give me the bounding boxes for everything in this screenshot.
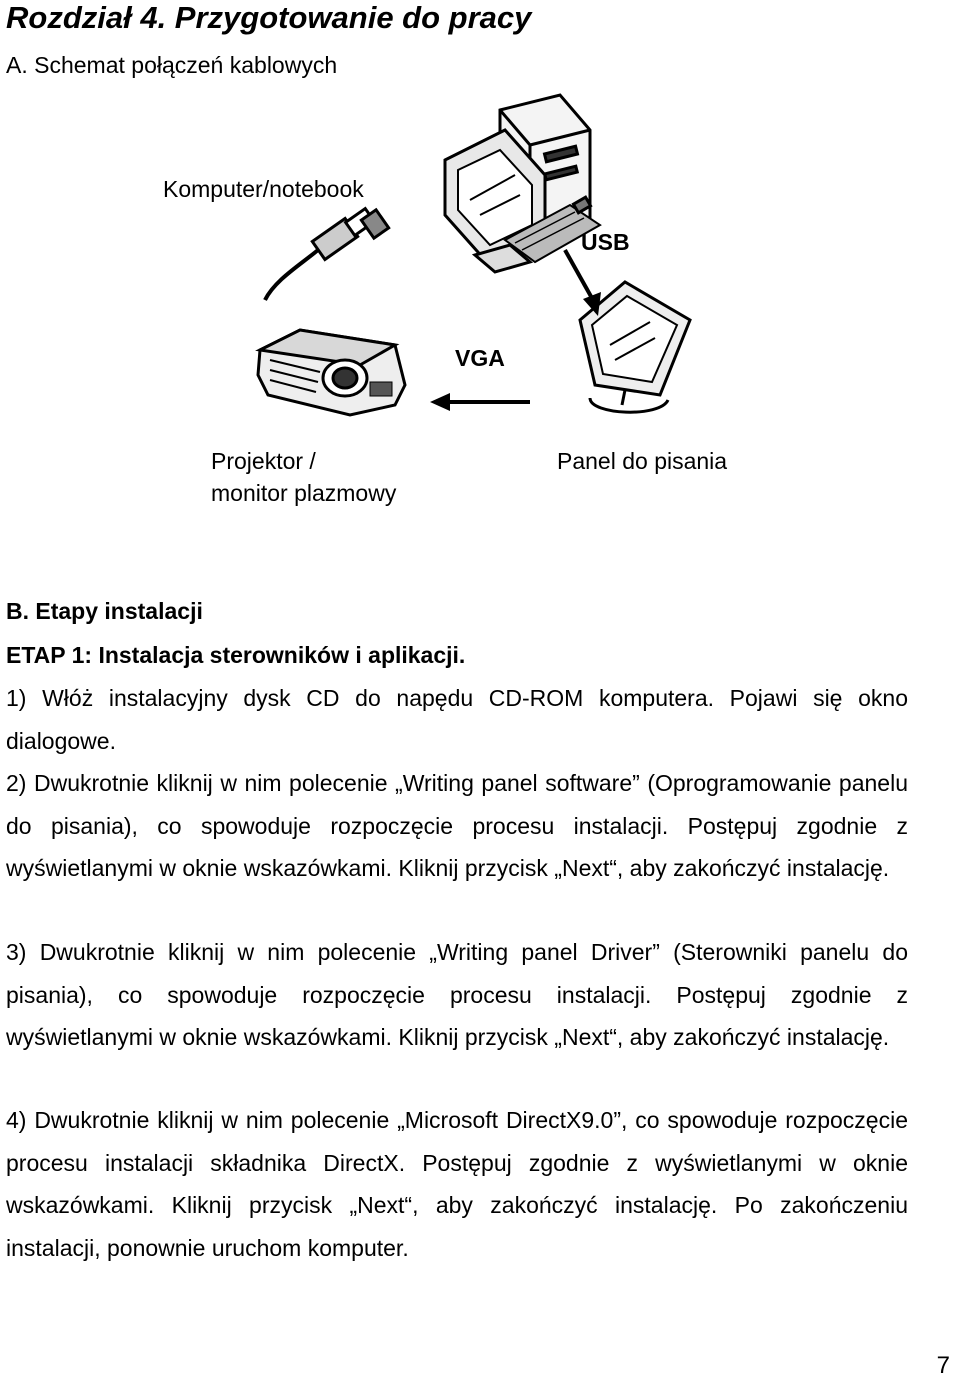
page-number: 7: [936, 1352, 950, 1379]
computer-label: Komputer/notebook: [163, 176, 364, 202]
vga-label: VGA: [455, 345, 505, 371]
projector-label-line2: monitor plazmowy: [211, 480, 397, 506]
vga-arrow-icon: [430, 393, 530, 411]
projector-label-line1: Projektor /: [211, 448, 316, 474]
arrow-icon: [565, 250, 601, 316]
projector-icon: [258, 330, 405, 415]
step-1: 1) Włóż instalacyjny dysk CD do napędu CD-ROM komputera. Pojawi się okno dialogowe.: [6, 685, 908, 754]
panel-label: Panel do pisania: [557, 448, 728, 474]
chapter-title: Rozdział 4. Przygotowanie do pracy: [6, 0, 532, 35]
section-b-title: B. Etapy instalacji: [6, 598, 203, 624]
step-2: 2) Dwukrotnie kliknij w nim polecenie „Writing panel software” (Oprogramowanie panelu do pisania), co spowoduje rozpoczęcie procesu instalacji. Postępuj zgodnie z wyświetlanymi w oknie wskazówkami. Kliknij przycisk „Next“, aby zakończyć instalację.: [6, 770, 908, 881]
computer-icon: [445, 95, 600, 272]
stage-1-title: ETAP 1: Instalacja sterowników i aplikacji.: [6, 642, 466, 668]
step-3: 3) Dwukrotnie kliknij w nim polecenie „Writing panel Driver” (Sterowniki panelu do pisania), co spowoduje rozpoczęcie procesu instalacji. Postępuj zgodnie z wyświetlanymi w oknie wskazówkami. Kliknij przycisk „Next“, aby zakończyć instalację.: [6, 939, 908, 1050]
connection-diagram: [0, 0, 960, 590]
step-4: 4) Dwukrotnie kliknij w nim polecenie „Microsoft DirectX9.0”, co spowoduje rozpoczęcie procesu instalacji składnika DirectX. Postępuj zgodnie z wyświetlanymi w oknie wskazówkami. Kliknij przycisk „Next“, aby zakończyć instalację. Po zakończeniu instalacji, ponownie uruchom komputer.: [6, 1107, 908, 1261]
section-a-title: A. Schemat połączeń kablowych: [6, 52, 338, 78]
usb-label: USB: [581, 229, 630, 255]
usb-plug-icon: [265, 209, 389, 300]
